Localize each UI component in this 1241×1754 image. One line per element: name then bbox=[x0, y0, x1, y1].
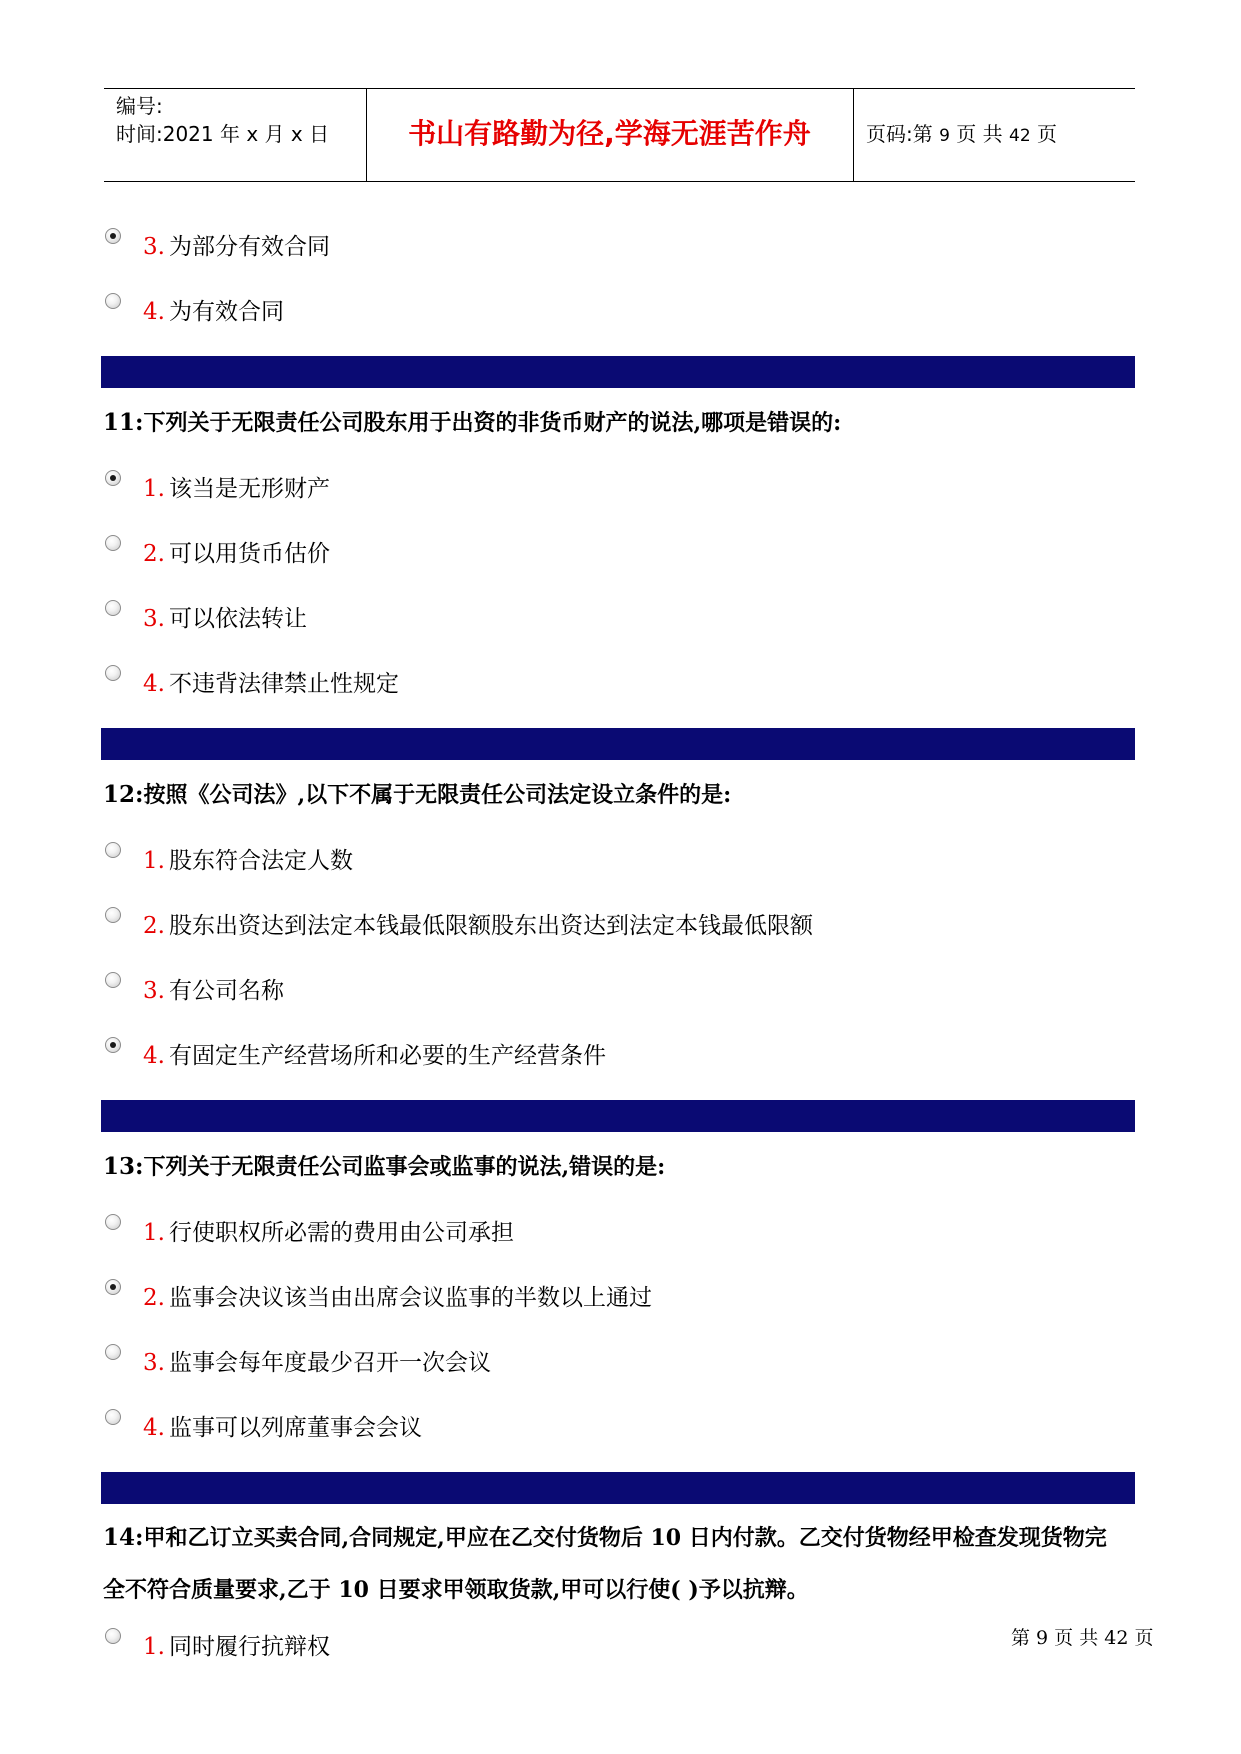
header-divider bbox=[853, 88, 854, 182]
page-footer: 第 9 页 共 42 页 bbox=[1011, 1627, 1154, 1649]
radio-button[interactable] bbox=[105, 1279, 121, 1295]
option-text: 股东符合法定人数 bbox=[169, 848, 353, 874]
option-text: 可以用货币估价 bbox=[169, 541, 330, 567]
question-title bbox=[101, 1504, 1135, 1626]
header-motto: 书山有路勤为径,学海无涯苦作舟 bbox=[408, 117, 811, 150]
question-number: 11: bbox=[103, 409, 144, 436]
option-text: 监事可以列席董事会会议 bbox=[169, 1415, 422, 1441]
option-item[interactable] bbox=[101, 1342, 1135, 1407]
option-item[interactable] bbox=[101, 840, 1135, 905]
option-number: 3. bbox=[143, 978, 165, 1004]
option-text: 有公司名称 bbox=[169, 978, 284, 1004]
radio-button[interactable] bbox=[105, 293, 121, 309]
radio-button[interactable] bbox=[105, 1409, 121, 1425]
option-number: 2. bbox=[143, 541, 165, 567]
page-mid: 页 共 bbox=[956, 122, 1003, 146]
radio-button[interactable] bbox=[105, 907, 121, 923]
option-text: 同时履行抗辩权 bbox=[169, 1634, 330, 1660]
question-separator-bar bbox=[101, 1100, 1135, 1132]
option-item[interactable] bbox=[101, 1212, 1135, 1277]
option-item[interactable] bbox=[101, 1277, 1135, 1342]
option-number: 4. bbox=[143, 1415, 165, 1441]
radio-button[interactable] bbox=[105, 842, 121, 858]
option-item[interactable] bbox=[101, 1407, 1135, 1472]
option-item[interactable] bbox=[101, 1626, 1135, 1691]
question-text: 甲和乙订立买卖合同,合同规定,甲应在乙交付货物后 10 日内付款。乙交付货物经甲检查发现货物完 bbox=[143, 1525, 1107, 1551]
radio-button[interactable] bbox=[105, 535, 121, 551]
option-number: 1. bbox=[143, 476, 165, 502]
question-number: 13: bbox=[103, 1153, 144, 1180]
page-header bbox=[104, 88, 1135, 182]
question-text: 按照《公司法》,以下不属于无限责任公司法定设立条件的是: bbox=[143, 782, 732, 808]
question-number: 12: bbox=[103, 781, 144, 808]
option-number: 2. bbox=[143, 1285, 165, 1311]
question-text: 下列关于无限责任公司监事会或监事的说法,错误的是: bbox=[143, 1154, 666, 1180]
option-number: 1. bbox=[143, 1220, 165, 1246]
option-number: 4. bbox=[143, 1043, 165, 1069]
option-text: 不违背法律禁止性规定 bbox=[169, 671, 399, 697]
option-text: 为部分有效合同 bbox=[169, 234, 330, 260]
option-item[interactable] bbox=[101, 970, 1135, 1035]
option-text: 监事会决议该当由出席会议监事的半数以上通过 bbox=[169, 1285, 652, 1311]
option-text: 监事会每年度最少召开一次会议 bbox=[169, 1350, 491, 1376]
radio-button[interactable] bbox=[105, 1628, 121, 1644]
option-text: 有固定生产经营场所和必要的生产经营条件 bbox=[169, 1043, 606, 1069]
option-text: 为有效合同 bbox=[169, 299, 284, 325]
option-number: 1. bbox=[143, 848, 165, 874]
option-number: 3. bbox=[143, 1350, 165, 1376]
option-item[interactable] bbox=[101, 1035, 1135, 1100]
question-text-continued: 全不符合质量要求,乙于 10 日要求甲领取货款,甲可以行使( )予以抗辩。 bbox=[103, 1577, 809, 1603]
header-number-label: 编号: bbox=[116, 94, 163, 118]
page-total: 42 bbox=[1009, 126, 1031, 146]
question-separator-bar bbox=[101, 356, 1135, 388]
question-line bbox=[103, 1512, 1135, 1564]
quiz-content bbox=[101, 226, 1135, 1691]
radio-button[interactable] bbox=[105, 1344, 121, 1360]
option-number: 4. bbox=[143, 671, 165, 697]
option-number: 4. bbox=[143, 299, 165, 325]
option-number: 3. bbox=[143, 606, 165, 632]
option-number: 3. bbox=[143, 234, 165, 260]
question-title bbox=[101, 760, 1135, 840]
option-text: 行使职权所必需的费用由公司承担 bbox=[169, 1220, 514, 1246]
header-top-rule bbox=[104, 88, 1135, 89]
option-text: 股东出资达到法定本钱最低限额股东出资达到法定本钱最低限额 bbox=[169, 913, 813, 939]
option-item[interactable] bbox=[101, 226, 1135, 291]
option-item[interactable] bbox=[101, 291, 1135, 356]
header-meta bbox=[116, 92, 329, 148]
radio-button[interactable] bbox=[105, 228, 121, 244]
radio-button[interactable] bbox=[105, 1037, 121, 1053]
question-separator-bar bbox=[101, 728, 1135, 760]
option-item[interactable] bbox=[101, 598, 1135, 663]
question-title bbox=[101, 1132, 1135, 1212]
header-time-label: 时间:2021 年 x 月 x 日 bbox=[116, 122, 330, 146]
radio-button[interactable] bbox=[105, 470, 121, 486]
option-number: 2. bbox=[143, 913, 165, 939]
page-number: 9 bbox=[939, 126, 950, 146]
option-item[interactable] bbox=[101, 663, 1135, 728]
radio-button[interactable] bbox=[105, 972, 121, 988]
header-bottom-rule bbox=[104, 181, 1135, 182]
question-text: 下列关于无限责任公司股东用于出资的非货币财产的说法,哪项是错误的: bbox=[143, 410, 842, 436]
radio-button[interactable] bbox=[105, 1214, 121, 1230]
question-title bbox=[101, 388, 1135, 468]
option-number: 1. bbox=[143, 1634, 165, 1660]
option-item[interactable] bbox=[101, 905, 1135, 970]
page-suffix: 页 bbox=[1037, 122, 1058, 146]
radio-button[interactable] bbox=[105, 600, 121, 616]
option-item[interactable] bbox=[101, 468, 1135, 533]
header-page-info bbox=[866, 120, 1057, 150]
question-separator-bar bbox=[101, 1472, 1135, 1504]
question-number: 14: bbox=[103, 1524, 144, 1551]
page-prefix: 页码:第 bbox=[866, 122, 933, 146]
option-text: 该当是无形财产 bbox=[169, 476, 330, 502]
radio-button[interactable] bbox=[105, 665, 121, 681]
option-item[interactable] bbox=[101, 533, 1135, 598]
option-text: 可以依法转让 bbox=[169, 606, 307, 632]
